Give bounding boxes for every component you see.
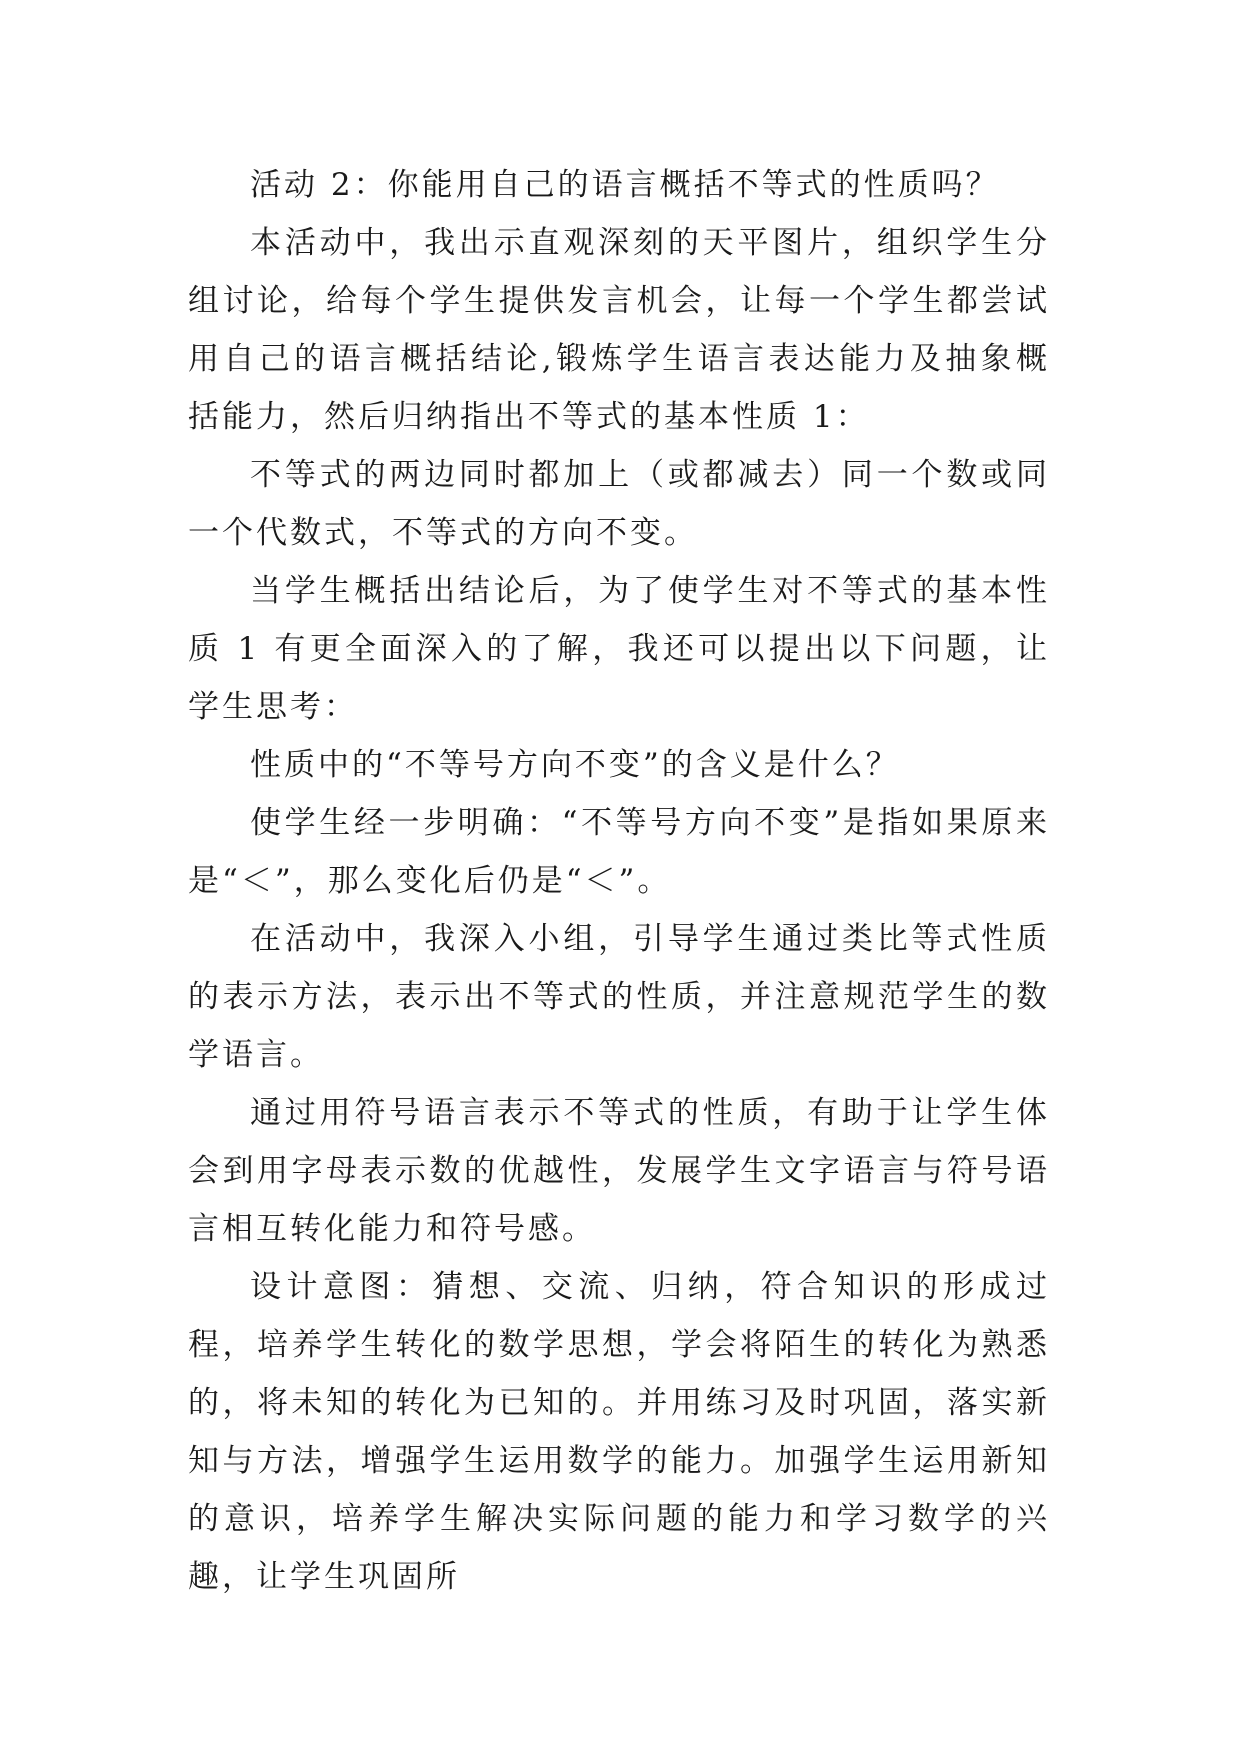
paragraph: 当学生概括出结论后，为了使学生对不等式的基本性质 1 有更全面深入的了解，我还可以提出以下问题，让学生思考： (188, 573, 1050, 725)
document-body (188, 156, 1050, 1606)
paragraph: 通过用符号语言表示不等式的性质，有助于让学生体会到用字母表示数的优越性，发展学生文字语言与符号语言相互转化能力和符号感。 (188, 1095, 1050, 1247)
paragraph: 使学生经一步明确：“不等号方向不变”是指如果原来是“＜”，那么变化后仍是“＜”。 (188, 805, 1050, 899)
property-statement: 不等式的两边同时都加上（或都减去）同一个数或同一个代数式，不等式的方向不变。 (188, 457, 1050, 551)
activity-heading: 活动 2：你能用自己的语言概括不等式的性质吗？ (250, 167, 1000, 203)
paragraph: 在活动中，我深入小组，引导学生通过类比等式性质的表示方法，表示出不等式的性质，并注意规范学生的数学语言。 (188, 921, 1050, 1073)
paragraph: 本活动中，我出示直观深刻的天平图片，组织学生分组讨论，给每个学生提供发言机会，让每一个学生都尝试用自己的语言概括结论,锻炼学生语言表达能力及抽象概括能力，然后归纳指出不等式的基本性质 1： (188, 225, 1050, 435)
design-intent-paragraph: 设计意图：猜想、交流、归纳，符合知识的形成过程，培养学生转化的数学思想，学会将陌生的转化为熟悉的，将未知的转化为已知的。并用练习及时巩固，落实新知与方法，增强学生运用数学的能力。加强学生运用新知的意识，培养学生解决实际问题的能力和学习数学的兴趣，让学生巩固所 (188, 1269, 1050, 1595)
question: 性质中的“不等号方向不变”的含义是什么？ (250, 747, 900, 783)
